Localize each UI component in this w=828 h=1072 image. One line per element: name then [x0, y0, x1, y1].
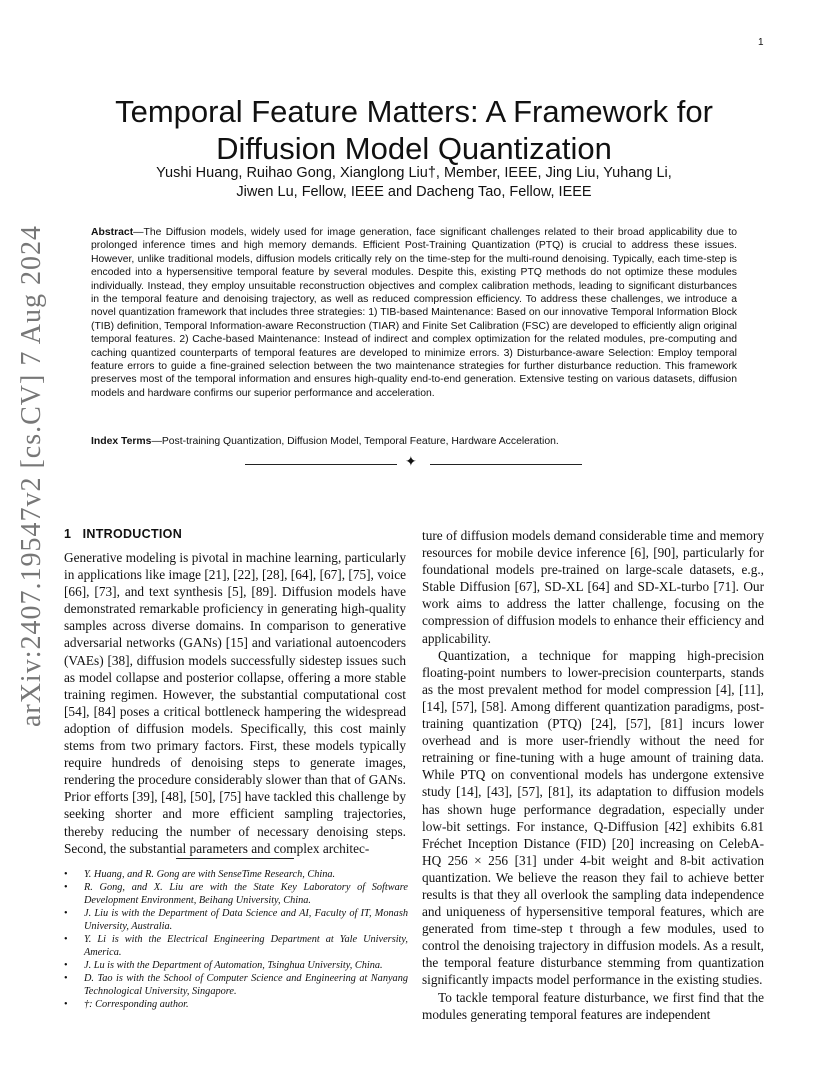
- index-terms: [91, 436, 737, 447]
- footnote-rule: [176, 858, 294, 859]
- separator-star-icon: ✦: [405, 455, 417, 470]
- intro-paragraph-continued: ture of diffusion models demand considerable time and memory resources for mobile device inference [6], [90], particularly for foundational models pre-trained on large-scale datasets, e.g., Stable Diffusion [67], SD-XL [64] and SD-XL-turbo [71]. Our work aims to address the latter challenge, focusing on the compression of diffusion models to enhance their efficiency and applicability.: [422, 528, 764, 646]
- index-terms-label: Index Terms: [91, 436, 152, 447]
- separator-line-right: [430, 464, 582, 465]
- section-number: 1: [64, 527, 72, 541]
- separator-line-left: [245, 464, 397, 465]
- index-terms-text: —Post-training Quantization, Diffusion Model, Temporal Feature, Hardware Acceleration.: [151, 436, 559, 447]
- intro-paragraph-2: Quantization, a technique for mapping high-precision floating-point numbers to lower-precision counterparts, stands as the most prevalent method for model compression [4], [11], [14], [57], [58]. Among different quantization paradigms, post-training quantization (PTQ) [24], [57], [81] incurs lower overhead and is more user-friendly without the need for retraining or fine-tuning with a huge amount of training data. While PTQ on conventional models has undergone extensive study [14], [43], [57], [81], its adaptation to diffusion models has shown huge performance degradation, especially under low-bit settings. For instance, Q-Diffusion [42] exhibits 6.81 Fréchet Inception Distance (FID) [20] increasing on CelebA-HQ 256 × 256 [31] under 4-bit weight and 8-bit activation quantization. We believe the reason they fail to achieve better results is that they all overlook the sampling data independence and uniqueness of hypersensitive temporal features, which are generated from time-step t through a few modules, used to control the denoising trajectory in diffusion models. As a result, the temporal feature disturbance stemming from quantization significantly impacts model performance in the existing studies.: [422, 647, 764, 988]
- section-title: INTRODUCTION: [82, 527, 183, 541]
- author-list: [80, 164, 748, 202]
- abstract-text: —The Diffusion models, widely used for image generation, face significant challenges related to their broad applicability due to prolonged inference times and high memory demands. Efficient Post-Training Quantization (PTQ) is crucial to address these issues. However, unlike traditional models, diffusion models critically rely on the time-step for the multi-round denoising. Typically, each time-step is encoded into a hypersensitive temporal feature by several modules. Despite this, existing PTQ methods do not optimize these modules individually. Instead, they employ unsuitable reconstruction objectives and complex calibration methods, leading to significant disturbances in the temporal feature and denoising trajectory, as well as reduced compression efficiency. To address these challenges, we introduce a novel quantization framework that includes three strategies: 1) TIB-based Maintenance: Based on our innovative Temporal Information Block (TIB) definition, Temporal Information-aware Reconstruction (TIAR) and Finite Set Calibration (FSC) are developed to efficiently align original temporal features. 2) Cache-based Maintenance: Instead of indirect and complex optimization for the related modules, pre-computing and caching quantized counterparts of temporal features are developed to minimize errors. 3) Disturbance-aware Selection: Employ temporal feature errors to guide a fine-grained selection between the two maintenance strategies for further disturbance reduction. This framework preserves most of the temporal information and ensures high-quality end-to-end generation. Extensive testing on various datasets, diffusion models and hardware confirms our superior performance and acceleration.: [91, 227, 737, 399]
- paper-title: Temporal Feature Matters: A Framework for Diffusion Model Quantization: [115, 93, 713, 166]
- intro-paragraph-3: To tackle temporal feature disturbance, we first find that the modules generating temporal features are independent: [422, 989, 764, 1022]
- authors-line-1: Yushi Huang, Ruihao Gong, Xianglong Liu†, Member, IEEE, Jing Liu, Yuhang Li,: [156, 165, 672, 181]
- authors-line-2: Jiwen Lu, Fellow, IEEE and Dacheng Tao, Fellow, IEEE: [236, 184, 592, 200]
- section-heading: [64, 527, 182, 541]
- intro-paragraph-1: Generative modeling is pivotal in machine learning, particularly in applications like image [21], [22], [28], [64], [67], [75], voice [66], [73], and text synthesis [5], [89]. Diffusion models have demonstrated remarkable proficiency in generating high-quality samples across diverse domains. In comparison to generative adversarial networks (GANs) [15] and variational autoencoders (VAEs) [38], diffusion models successfully sidestep issues such as model collapse and posterior collapse, offering a more stable training regimen. However, the substantial computational cost [54], [84] poses a critical bottleneck hampering the widespread adoption of diffusion models. Specifically, this cost mainly stems from two primary factors. First, these models typically require hundreds of denoising steps to generate images, rendering the procedure considerably slower than that of GANs. Prior efforts [39], [48], [50], [75] have tackled this challenge by seeking shorter and more efficient sampling trajectories, thereby reducing the number of necessary denoising steps. Second, the substantial parameters and complex architec-: [64, 550, 406, 856]
- footnote-item: • J. Lu is with the Department of Automation, Tsinghua University, China.: [64, 959, 408, 972]
- footnote-item: • R. Gong, and X. Liu are with the State Key Laboratory of Software Development Environment, Beihang University, China.: [64, 881, 408, 907]
- right-column: [422, 527, 764, 1023]
- footnotes: [64, 868, 408, 1011]
- left-column: [64, 549, 406, 857]
- footnote-item: • Y. Li is with the Electrical Engineering Department at Yale University, America.: [64, 933, 408, 959]
- footnote-item: • Y. Huang, and R. Gong are with SenseTime Research, China.: [64, 868, 408, 881]
- footnote-item: • †: Corresponding author.: [64, 998, 408, 1011]
- footnote-item: • D. Tao is with the School of Computer Science and Engineering at Nanyang Technological University, Singapore.: [64, 972, 408, 998]
- page-number: 1: [758, 37, 764, 48]
- footnote-item: • J. Liu is with the Department of Data Science and AI, Faculty of IT, Monash University, Australia.: [64, 907, 408, 933]
- abstract-label: Abstract: [91, 227, 134, 238]
- abstract: [91, 226, 737, 400]
- section-separator: [245, 456, 583, 472]
- arxiv-stamp[interactable]: arXiv:2407.19547v2 [cs.CV] 7 Aug 2024: [16, 224, 47, 728]
